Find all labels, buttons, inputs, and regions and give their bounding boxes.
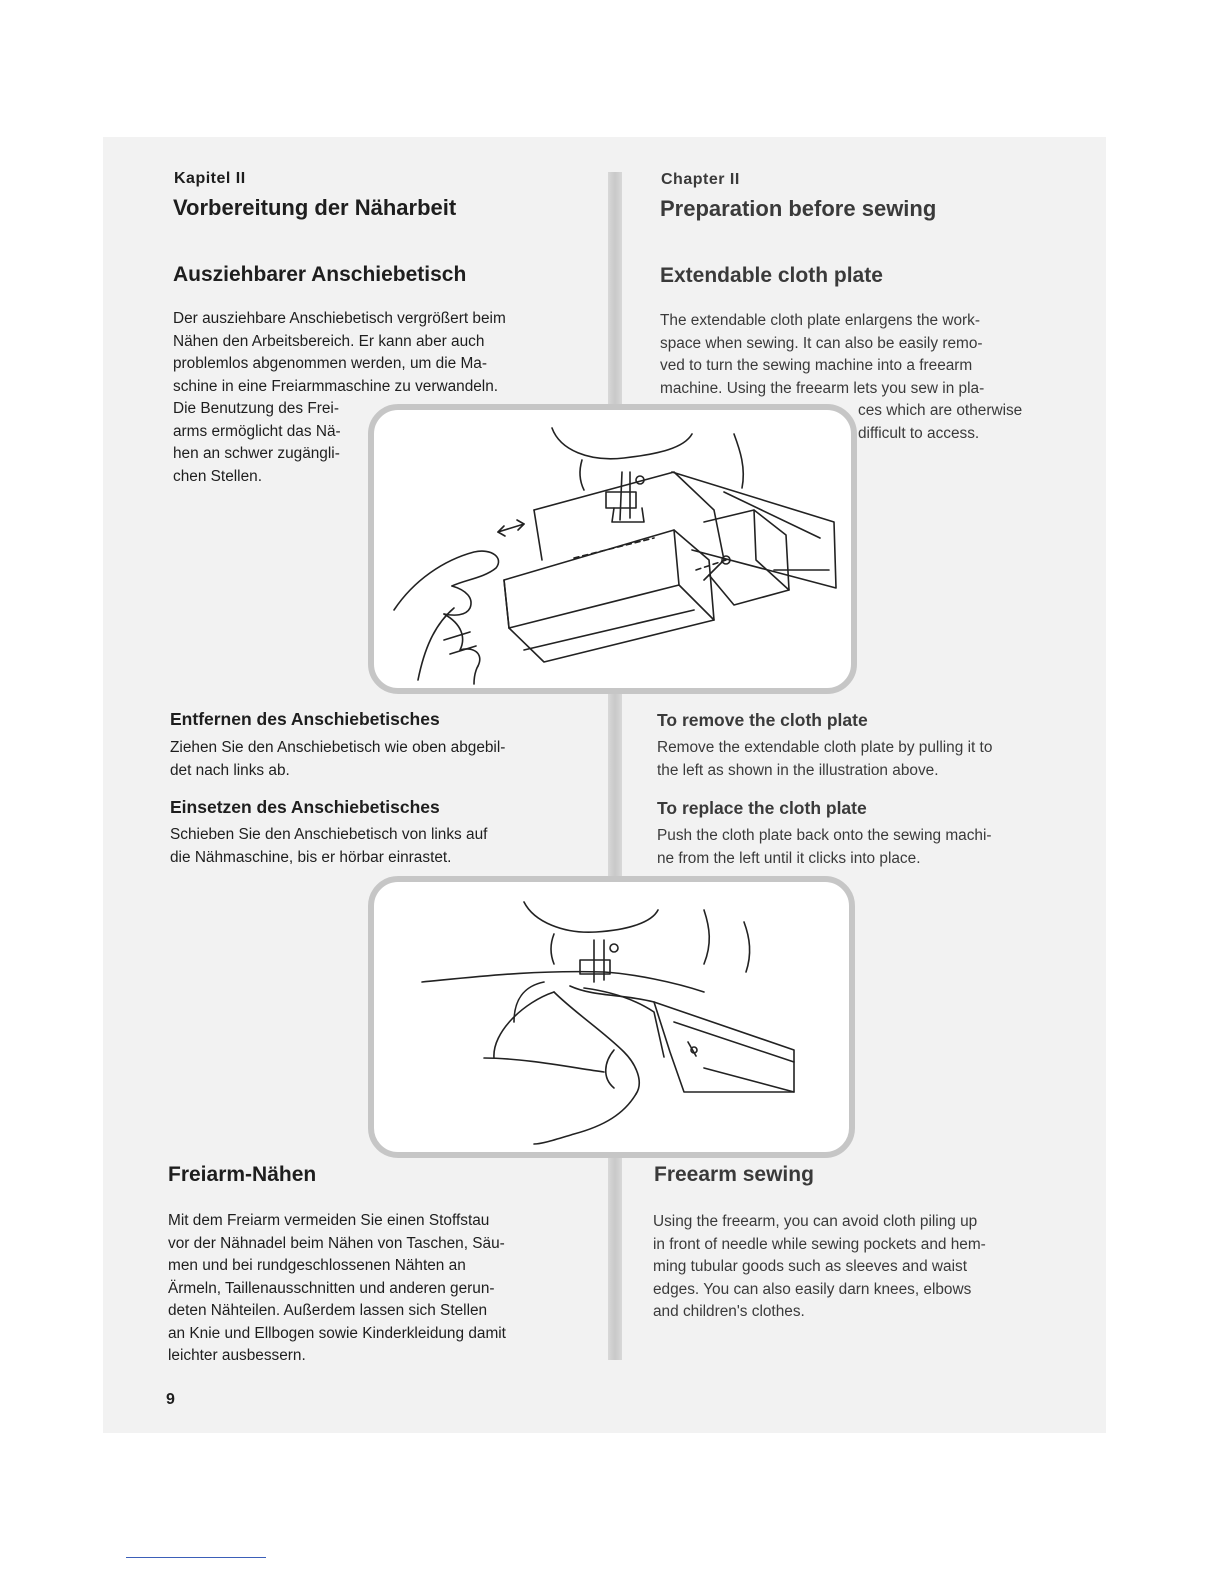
- text-line: edges. You can also easily darn knees, elbows: [653, 1280, 972, 1298]
- right-chapter-title: Preparation before sewing: [660, 196, 937, 221]
- text-line: and children's clothes.: [653, 1303, 805, 1320]
- left-chapter-label: Kapitel II: [174, 170, 246, 187]
- text-line: die Nähmaschine, bis er hörbar einrastet.: [170, 848, 452, 866]
- right-freearm-paragraph: [653, 1211, 1055, 1324]
- right-replace-title: To replace the cloth plate: [657, 798, 867, 818]
- text-line: difficult to access.: [858, 424, 980, 442]
- text-line: arms ermöglicht das Nä-: [173, 422, 341, 440]
- left-remove-title: Entfernen des Anschiebetisches: [170, 709, 440, 729]
- column-divider: [608, 172, 622, 1360]
- text-line: The extendable cloth plate enlargens the work-: [660, 312, 980, 329]
- text-line: Ziehen Sie den Anschiebetisch wie oben abgebil-: [170, 739, 506, 756]
- left-section-title: Ausziehbarer Anschiebetisch: [173, 263, 467, 286]
- text-line: Nähen den Arbeitsbereich. Er kann aber auch: [173, 332, 485, 350]
- text-line: Using the freearm, you can avoid cloth piling up: [653, 1213, 978, 1230]
- text-line: ming tubular goods such as sleeves and waist: [653, 1258, 967, 1275]
- text-line: hen an schwer zugängli-: [173, 445, 340, 462]
- left-intro-paragraph-wrap: [173, 398, 373, 488]
- left-remove-paragraph: [170, 737, 580, 782]
- text-line: ne from the left until it clicks into place.: [657, 849, 921, 867]
- right-chapter-label: Chapter II: [661, 171, 740, 188]
- right-intro-paragraph-wrap: [858, 400, 1060, 445]
- text-line: ces which are otherwise: [858, 402, 1023, 419]
- footer-rule: [126, 1557, 266, 1558]
- right-replace-paragraph: [657, 825, 1059, 870]
- text-line: leichter ausbessern.: [168, 1347, 306, 1364]
- text-line: Schieben Sie den Anschiebetisch von links auf: [170, 826, 488, 843]
- right-remove-title: To remove the cloth plate: [657, 710, 868, 730]
- text-line: deten Nähteilen. Außerdem lassen sich Stellen: [168, 1302, 488, 1319]
- text-line: an Knie und Ellbogen sowie Kinderkleidung damit: [168, 1324, 506, 1342]
- left-intro-paragraph: [173, 308, 574, 398]
- illustration-remove-cloth-plate: [368, 404, 857, 694]
- left-replace-paragraph: [170, 824, 572, 869]
- text-line: vor der Nähnadel beim Nähen von Taschen, Säu-: [168, 1234, 505, 1252]
- text-line: ved to turn the sewing machine into a freearm: [660, 357, 973, 374]
- text-line: Remove the extendable cloth plate by pulling it to: [657, 739, 993, 756]
- text-line: space when sewing. It can also be easily remo-: [660, 334, 983, 352]
- right-section-title: Extendable cloth plate: [660, 264, 883, 287]
- page-number: 9: [166, 1391, 175, 1408]
- text-line: problemlos abgenommen werden, um die Ma-: [173, 355, 487, 372]
- text-line: Die Benutzung des Frei-: [173, 400, 339, 417]
- left-replace-title: Einsetzen des Anschiebetisches: [170, 797, 440, 817]
- left-chapter-title: Vorbereitung der Näharbeit: [173, 195, 457, 220]
- text-line: chen Stellen.: [173, 467, 262, 485]
- text-line: in front of needle while sewing pockets and hem-: [653, 1235, 986, 1253]
- text-line: Push the cloth plate back onto the sewing machi-: [657, 827, 992, 844]
- text-line: Der ausziehbare Anschiebetisch vergrößert beim: [173, 310, 506, 327]
- illustration-freearm-sewing: [368, 876, 855, 1158]
- right-freearm-title: Freearm sewing: [654, 1163, 814, 1186]
- right-intro-paragraph: [660, 310, 1060, 400]
- text-line: det nach links ab.: [170, 761, 290, 779]
- right-remove-paragraph: [657, 737, 1059, 782]
- text-line: machine. Using the freearm lets you sew in pla-: [660, 379, 985, 397]
- text-line: schine in eine Freiarmmaschine zu verwandeln.: [173, 377, 499, 395]
- left-freearm-paragraph: [168, 1210, 569, 1368]
- left-freearm-title: Freiarm-Nähen: [168, 1163, 317, 1186]
- text-line: Ärmeln, Taillenausschnitten und anderen gerun-: [168, 1279, 495, 1297]
- freearm-drawing-icon: [374, 882, 849, 1152]
- sewing-machine-drawing-icon: [374, 410, 851, 688]
- text-line: the left as shown in the illustration above.: [657, 761, 939, 779]
- text-line: Mit dem Freiarm vermeiden Sie einen Stoffstau: [168, 1212, 490, 1229]
- text-line: men und bei rundgeschlossenen Nähten an: [168, 1257, 466, 1274]
